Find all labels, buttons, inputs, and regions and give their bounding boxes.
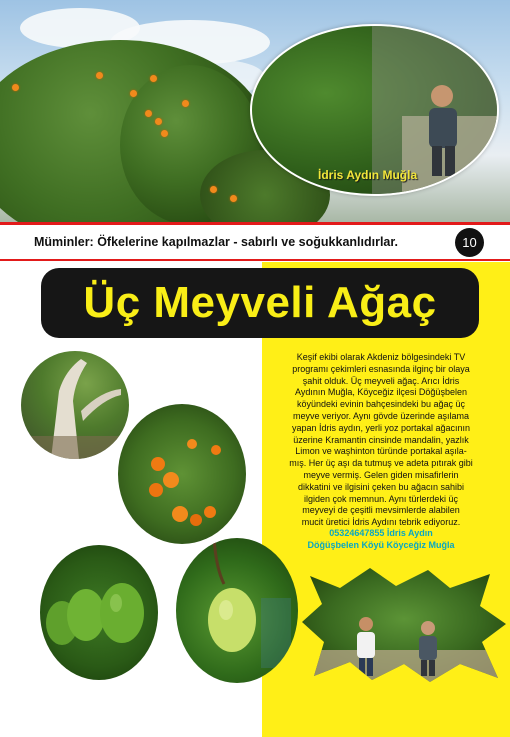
article-line: mış. Her üç aşı da tutmuş ve adeta pıtırak gibi xyxy=(289,458,473,469)
article-body xyxy=(262,352,500,529)
article-line: köyündeki evinin bahçesindeki bu ağaç üç xyxy=(296,399,466,410)
article-line: mucit üretici İdris Aydını tebrik ediyoruz. xyxy=(301,517,461,528)
article-line: meyve vermiş. Gelen giden misafirlerin xyxy=(303,469,459,480)
article-line: dikkatini ve ilgisini çeken bu ağacın sahibi xyxy=(297,481,465,492)
article-line: meyve veriyor. Aynı gövde üzerinde aşılama xyxy=(293,410,469,421)
green-limes-photo xyxy=(40,545,158,680)
contact-address: Döğüşbelen Köyü Köyceğiz Muğla xyxy=(307,540,455,550)
title-banner xyxy=(41,268,479,338)
divider-line-bottom xyxy=(0,259,510,261)
lemon-photo xyxy=(176,538,298,683)
tree-trunk-photo xyxy=(21,351,129,459)
contact-phone-name: 05324647855 İdris Aydın xyxy=(329,528,433,538)
article-line: ilgiden çok memnun. Aynı türlerdeki üç xyxy=(304,493,458,504)
photo-caption: İdris Aydın Muğla xyxy=(318,168,418,182)
contact-info xyxy=(278,527,484,551)
page-title: Üç Meyveli Ağaç xyxy=(83,278,437,327)
article-line: Keşif ekibi olarak Akdeniz bölgesindeki TV xyxy=(296,352,466,362)
article-line: meyveyi de çeşitli mevsimlerde alabilen xyxy=(302,505,460,516)
lemon-illustration xyxy=(176,538,298,683)
article-line: yapan İdris aydın, yerli yoz portakal ağacının xyxy=(291,422,471,433)
article-line: programı çekimleri esnasında ilginç bir olaya xyxy=(292,363,470,374)
article-line: Limon ve waşhinton türünde portakal aşıla- xyxy=(295,446,467,457)
page-number-badge: 10 xyxy=(455,228,484,257)
limes-illustration xyxy=(40,545,158,680)
oranges-illustration xyxy=(118,404,246,544)
article-line: şahit olduk. Üç meyveli ağaç. Arıcı İdris xyxy=(302,375,460,386)
mandarin-oranges-photo xyxy=(118,404,246,544)
starburst-photo-visitors xyxy=(300,566,508,684)
page-subtitle: Müminler: Öfkelerine kapılmazlar - sabırlı ve soğukkanlıdırlar. xyxy=(34,235,399,249)
article-line: üzerine Kramantin cinsinde mandalin, yazlık xyxy=(293,434,469,445)
divider-line-top xyxy=(0,222,510,225)
article-line: Aydının Muğla, Köyceğiz ilçesi Döğüşbelen xyxy=(295,387,467,398)
trunk-illustration xyxy=(21,351,129,459)
